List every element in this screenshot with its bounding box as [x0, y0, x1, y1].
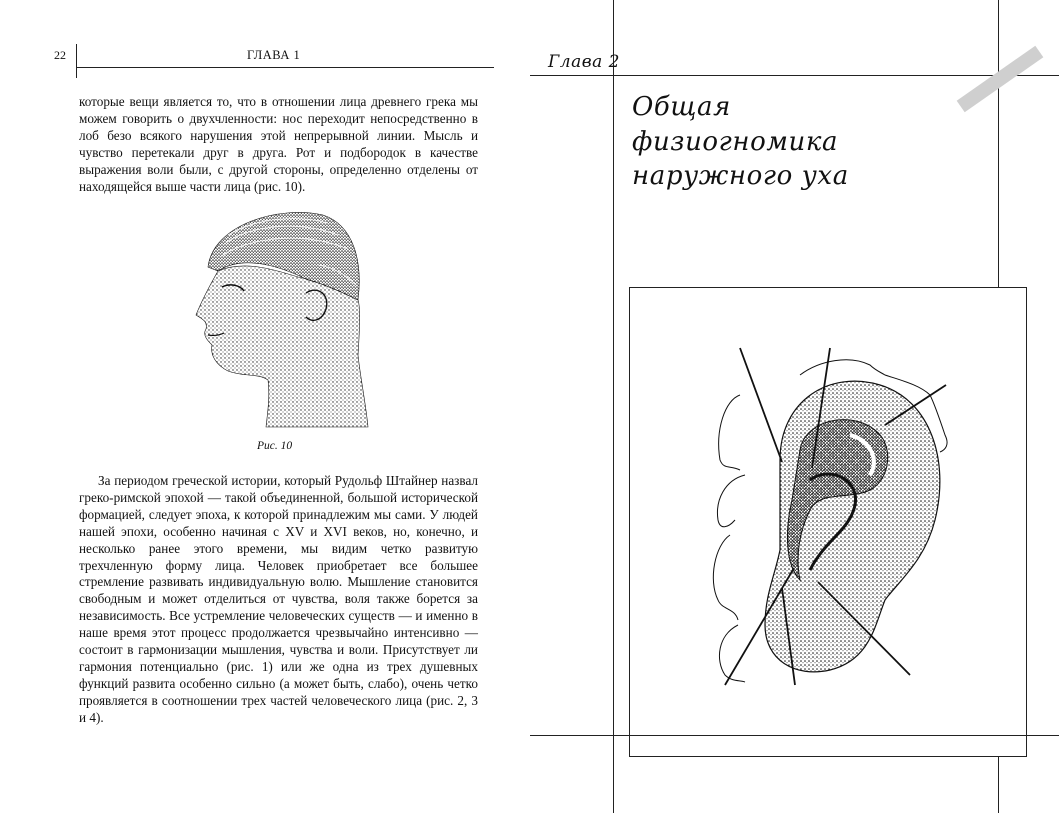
paragraph-2: За периодом греческой истории, который Рудольф Штайнер назвал греко-римской эпохой — такой объединенной, большой исторической формацией, следует эпоха, к которой принадлежим мы сами. У людей нашей эпохи, особенно начиная с XV и XVI веков, но, конечно, и несколько ранее этого времени, мы видим четко развитую трехчленную форму лица. Человек приобретает все большее стремление развивать индивидуальную волю. Мышление становится свободным и может отделиться от чувства, воля также борется за независимость. Все устремление человеческих существ — и именно в наше время этот процесс продолжается чрезвычайно интенсивно — состоит в гармонизации мышления, чувства и воли. Присутствует ли гармония потенциально (рис. 1) или же одна из трех душевных функций развита особенно сильно (а может быть, слабо), очень четко проявляется в соотношении трех частей человеческого лица (рис. 2, 3 и 4).: [79, 473, 478, 725]
chapter-title-line-3: наружного уха: [632, 161, 849, 191]
running-head: ГЛАВА 1: [247, 48, 301, 62]
chapter-title-line-2: физиогномика: [632, 126, 839, 157]
paragraph-1: которые вещи является то, что в отношении лица древнего грека мы можем говорить о двухчленности: нос переходит непосредственно в лоб безо всякого нарушения этой непрерывной линии. Мысль и чувство перетекали друг в друга. Рот и подбородок в качестве выражения воли были, с другой стороны, определенно отделены от находящейся выше части лица (рис. 10).: [79, 94, 478, 194]
chapter-label: Глава 2: [548, 52, 620, 72]
figure-caption: Рис. 10: [257, 440, 293, 452]
chapter-title-line-1: Общая: [632, 92, 731, 122]
header-divider-tick: [76, 44, 77, 78]
chapter-title: [632, 90, 972, 194]
bottom-rule: [530, 735, 1059, 736]
page-number: 22: [54, 48, 66, 62]
outer-ear-illustration: [700, 340, 960, 700]
layout-vertical-rule-left: [613, 0, 614, 813]
greek-bust-illustration: [188, 205, 378, 435]
header-rule: [77, 67, 494, 68]
chapter-header-rule: [530, 75, 1059, 76]
bottom-tick-right: [998, 760, 999, 813]
bottom-tick-left: [613, 760, 614, 813]
